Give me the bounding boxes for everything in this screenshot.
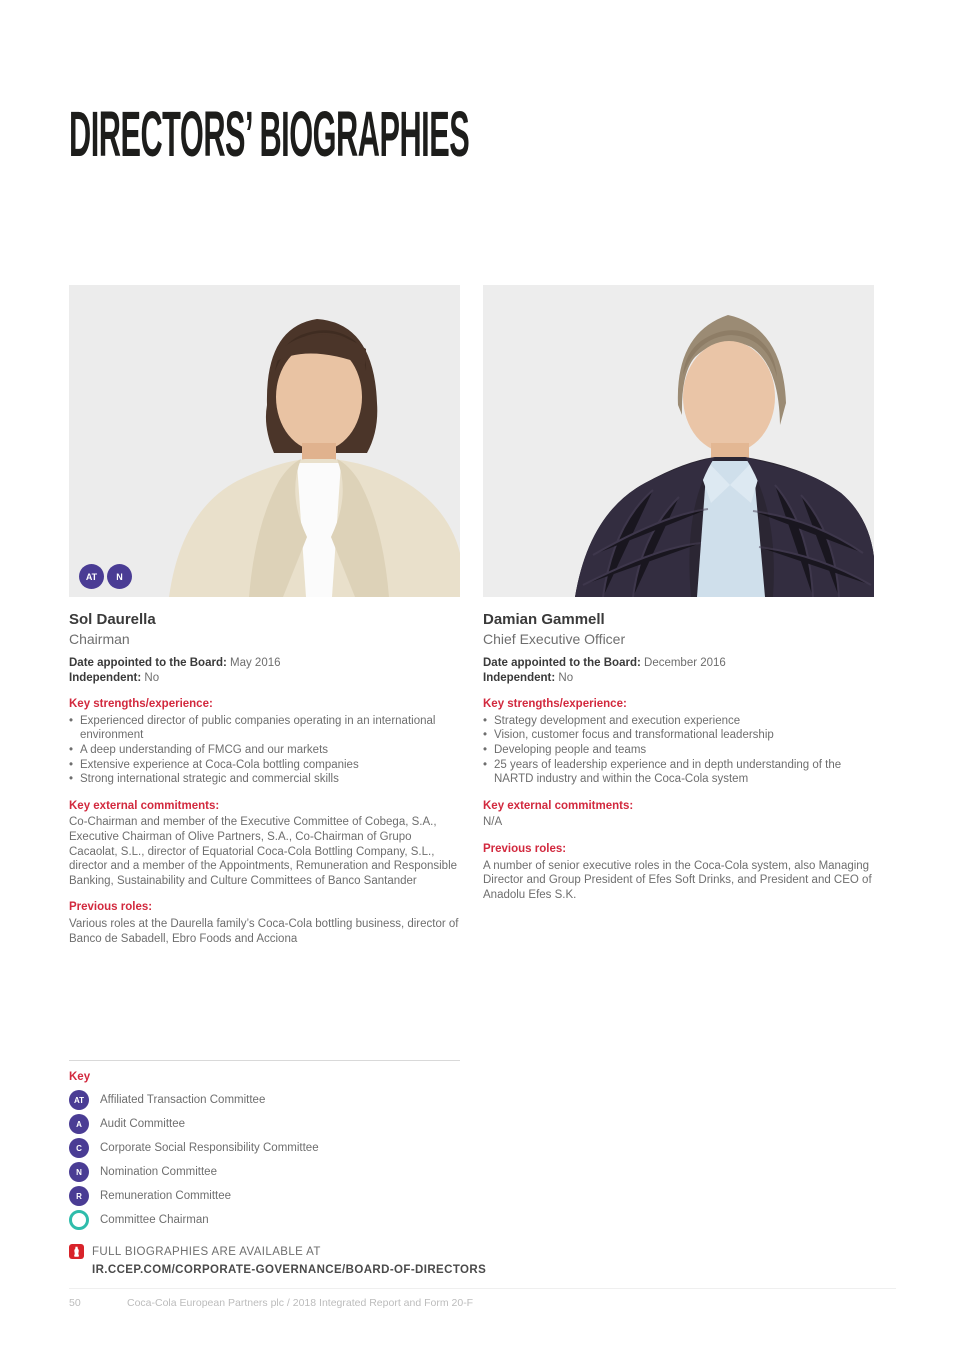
previous-roles-heading: Previous roles: — [483, 842, 567, 855]
committee-badge-row — [79, 564, 132, 589]
legend-label: Remuneration Committee — [100, 1190, 232, 1202]
director-role: Chairman — [69, 631, 130, 647]
strength-item: • Strategy development and execution experience — [483, 714, 852, 729]
commitments-heading: Key external commitments: — [483, 799, 634, 812]
strength-item: • Extensive experience at Coca-Cola bottling companies — [69, 758, 438, 773]
page-title: DIRECTORS’ BIOGRAPHIES — [69, 98, 470, 170]
strength-item: • 25 years of leadership experience and in depth understanding of the NARTD industry and within the Coca-Cola system — [483, 758, 852, 787]
strength-item: • A deep understanding of FMCG and our markets — [69, 743, 438, 758]
independent-value: No — [555, 671, 574, 684]
independent-label: Independent: — [483, 671, 556, 684]
director-name: Damian Gammell — [483, 611, 605, 628]
page-number: 50 — [69, 1297, 81, 1309]
legend-item — [69, 1090, 460, 1110]
legend-item — [69, 1114, 460, 1134]
appointed-value: May 2016 — [226, 657, 281, 669]
director-name: Sol Daurella — [69, 611, 156, 628]
committee-chairman-ring-icon — [69, 1210, 89, 1230]
commitments-text: Co-Chairman and member of the Executive Committee of Cobega, S.A., Executive Chairman of Olive Partners, S.A., Co-Chairman of Grupo Cacaolat, S.L., director of Equatorial Coca-Cola Bottling Company, S.L., director and a member of the Appointments, Remuneration and Responsible Banking, Sustainability and Culture Committees of Banco Santander — [69, 816, 458, 887]
remuneration-badge-icon: R — [69, 1186, 89, 1206]
footer-text: Coca-Cola European Partners plc / 2018 Integrated Report and Form 20-F — [127, 1297, 474, 1309]
portrait-illustration — [69, 285, 460, 597]
strength-item: • Developing people and teams — [483, 743, 852, 758]
legend-item — [69, 1186, 460, 1206]
nomination-badge-icon: N — [69, 1162, 89, 1182]
committee-badge-at: AT — [79, 564, 104, 589]
commitments-text: N/A — [483, 816, 503, 829]
portrait-illustration — [483, 285, 874, 597]
director-meta — [483, 656, 874, 685]
strengths-heading: Key strengths/experience: — [69, 698, 213, 711]
full-biographies-note — [69, 1244, 486, 1276]
csr-badge-icon: C — [69, 1138, 89, 1158]
legend-label: Nomination Committee — [100, 1166, 217, 1178]
committee-badge-n: N — [107, 564, 132, 589]
independent-label: Independent: — [69, 671, 142, 684]
director-profile-damian-gammell — [483, 285, 874, 946]
note-text: FULL BIOGRAPHIES ARE AVAILABLE AT — [92, 1245, 321, 1258]
legend-label: Committee Chairman — [100, 1214, 209, 1226]
portrait-photo-damian-gammell — [483, 285, 874, 597]
legend-item — [69, 1138, 460, 1158]
independent-value: No — [141, 671, 160, 684]
director-profile-sol-daurella — [69, 285, 460, 946]
affiliated-transaction-badge-icon: AT — [69, 1090, 89, 1110]
legend-label: Affiliated Transaction Committee — [100, 1094, 266, 1106]
previous-roles-heading: Previous roles: — [69, 901, 153, 914]
committee-legend — [69, 1090, 460, 1230]
director-role: Chief Executive Officer — [483, 631, 626, 647]
cola-bottle-icon — [69, 1244, 84, 1259]
strength-item: • Vision, customer focus and transformational leadership — [483, 728, 852, 743]
appointed-label: Date appointed to the Board: — [69, 657, 227, 669]
appointed-label: Date appointed to the Board: — [483, 657, 641, 669]
commitments-heading: Key external commitments: — [69, 799, 220, 812]
director-meta — [69, 656, 460, 685]
strength-item: • Experienced director of public companies operating in an international environment — [69, 714, 438, 743]
legend-item — [69, 1210, 460, 1230]
portrait-photo-sol-daurella — [69, 285, 460, 597]
strengths-list — [69, 714, 460, 787]
page-footer — [69, 1288, 896, 1309]
previous-roles-text: Various roles at the Daurella family’s Coca-Cola bottling business, director of Banco de Sabadell, Ebro Foods and Acciona — [69, 917, 459, 945]
legend-item — [69, 1162, 460, 1182]
note-url-link[interactable]: IR.CCEP.COM/CORPORATE-GOVERNANCE/BOARD-OF-DIRECTORS — [92, 1264, 487, 1276]
legend-label: Audit Committee — [100, 1118, 186, 1130]
key-divider — [69, 1060, 460, 1061]
appointed-value: December 2016 — [640, 657, 726, 669]
strengths-heading: Key strengths/experience: — [483, 698, 627, 711]
strengths-list — [483, 714, 874, 787]
directors-columns — [69, 285, 874, 946]
key-title: Key — [69, 1071, 91, 1083]
previous-roles-text: A number of senior executive roles in the Coca-Cola system, also Managing Director and Group President of Efes Soft Drinks, and President and CEO of Anadolu Efes S.K. — [483, 859, 872, 901]
audit-badge-icon: A — [69, 1114, 89, 1134]
legend-label: Corporate Social Responsibility Committee — [100, 1142, 319, 1154]
strength-item: • Strong international strategic and commercial skills — [69, 772, 438, 787]
committee-key-section — [69, 1060, 460, 1230]
